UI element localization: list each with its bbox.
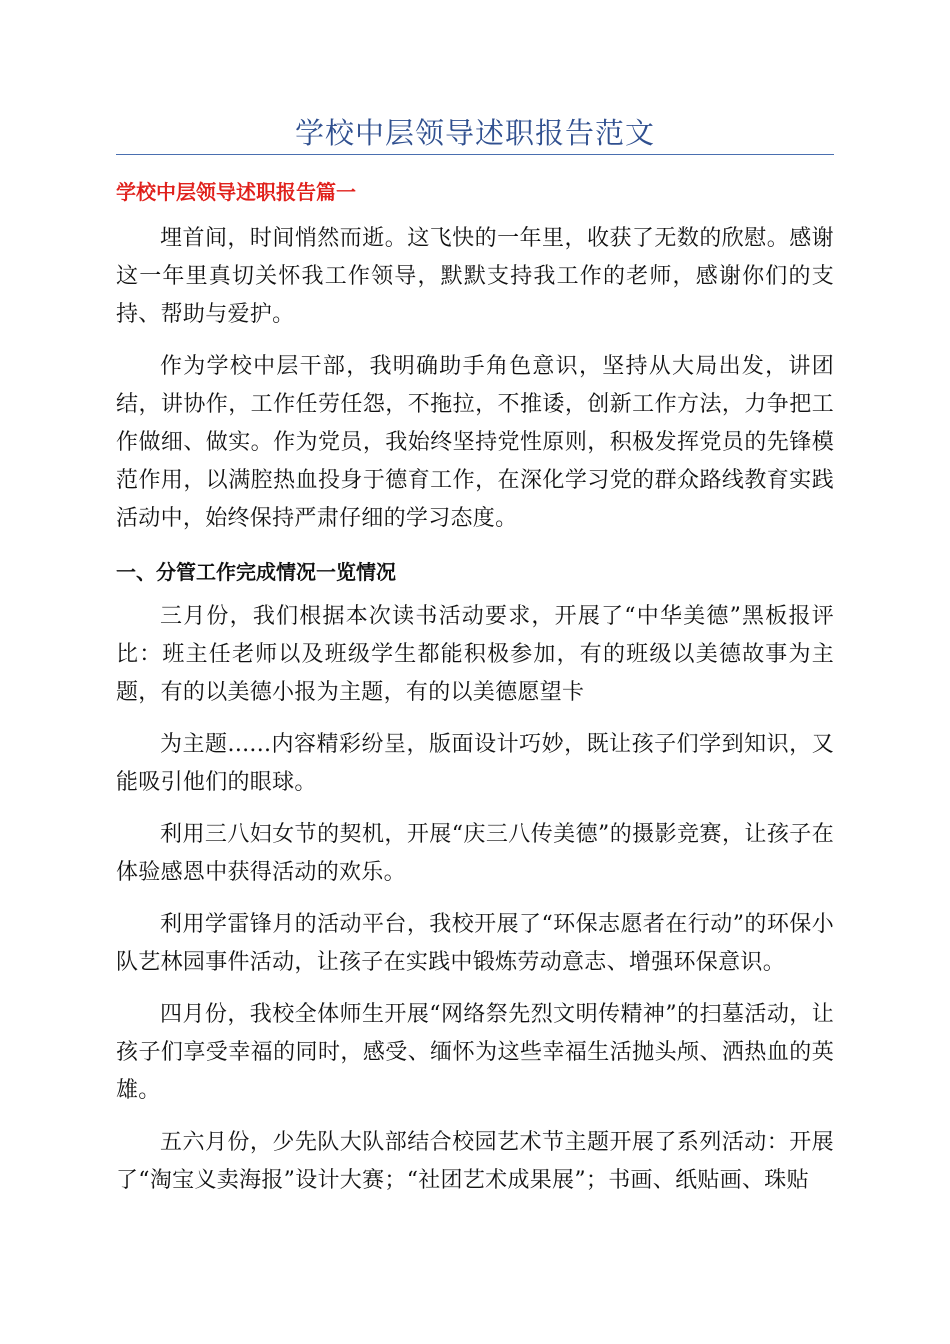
title-underline <box>116 154 834 155</box>
paragraph-lei-feng-month: 利用学雷锋月的活动平台，我校开展了“环保志愿者在行动”的环保小队艺林园事件活动，让孩子在实践中锻炼劳动意志、增强环保意识。 <box>116 912 834 975</box>
paragraph-intro-1: 埋首间，时间悄然而逝。这飞快的一年里，收获了无数的欣慰。感谢这一年里真切关怀我工作领导，默默支持我工作的老师，感谢你们的支持、帮助与爱护。 <box>116 226 834 327</box>
document-title: 学校中层领导述职报告范文 <box>294 116 655 150</box>
paragraph-march-continued: 为主题......内容精彩纷呈，版面设计巧妙，既让孩子们学到知识，又能吸引他们的眼球。 <box>116 732 834 795</box>
paragraph-april: 四月份，我校全体师生开展“网络祭先烈文明传精神”的扫墓活动，让孩子们享受幸福的同时，感受、缅怀为这些幸福生活抛头颅、洒热血的英雄。 <box>116 1002 834 1103</box>
paragraph-womens-day: 利用三八妇女节的契机，开展“庆三八传美德”的摄影竞赛，让孩子在体验感恩中获得活动的欢乐。 <box>116 822 834 885</box>
paragraph-may-june: 五六月份，少先队大队部结合校园艺术节主题开展了系列活动：开展了“淘宝义卖海报”设计大赛；“社团艺术成果展”；书画、纸贴画、珠贴 <box>116 1130 834 1193</box>
paragraph-march: 三月份，我们根据本次读书活动要求，开展了“中华美德”黑板报评比：班主任老师以及班级学生都能积极参加，有的班级以美德故事为主题，有的以美德小报为主题，有的以美德愿望卡 <box>116 604 834 705</box>
paragraph-intro-2: 作为学校中层干部，我明确助手角色意识，坚持从大局出发，讲团结，讲协作，工作任劳任怨，不拖拉，不推诿，创新工作方法，力争把工作做细、做实。作为党员，我始终坚持党性原则，积极发挥党员的先锋模范作用，以满腔热血投身于德育工作，在深化学习党的群众路线教育实践活动中，始终保持严肃仔细的学习态度。 <box>116 354 834 531</box>
section-heading-part-one: 学校中层领导述职报告篇一 <box>116 180 356 204</box>
document-body <box>116 172 834 1214</box>
subsection-heading-work-summary: 一、分管工作完成情况一览情况 <box>116 560 396 584</box>
